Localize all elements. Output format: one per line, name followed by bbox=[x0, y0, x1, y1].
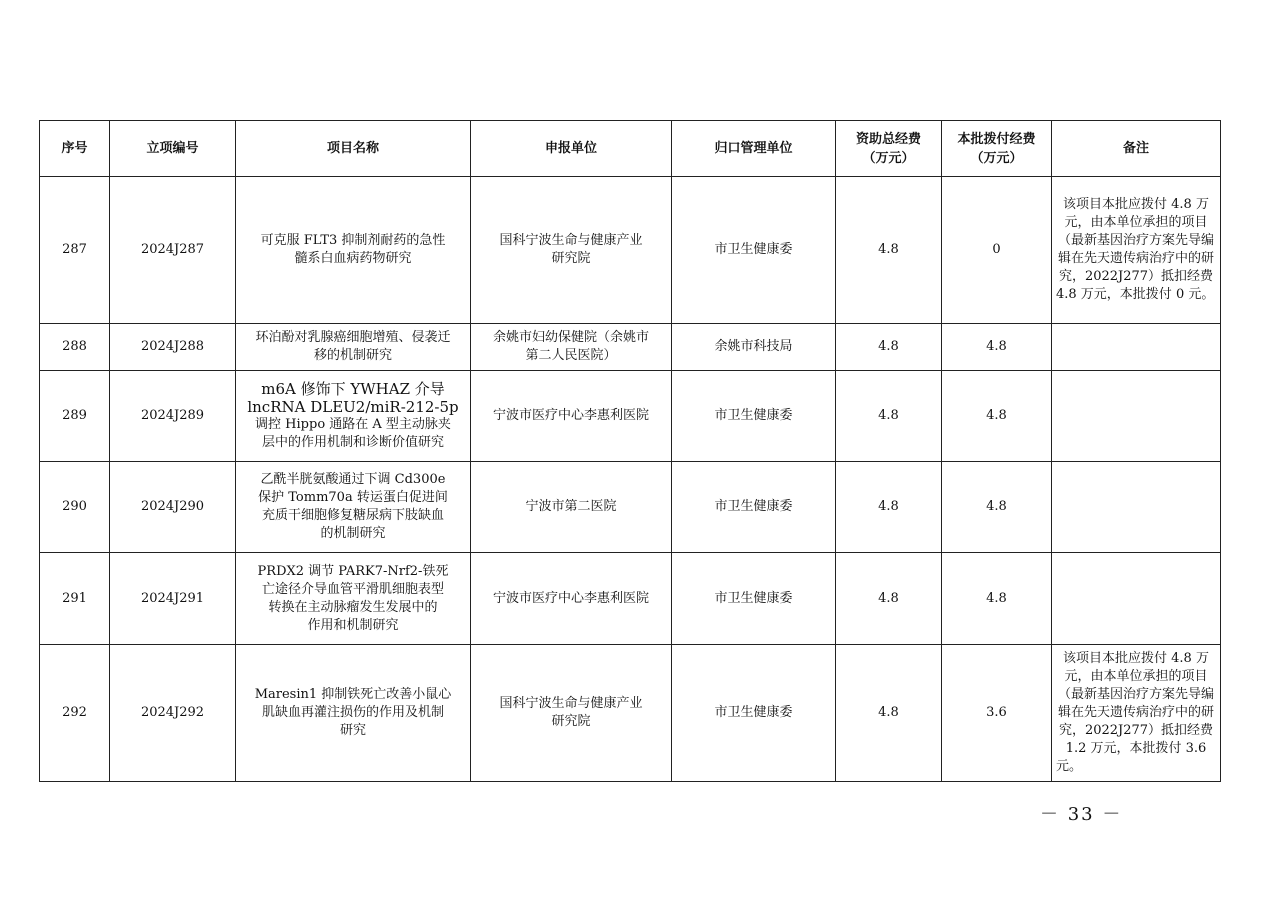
cell-note bbox=[1052, 371, 1221, 462]
name-line: Maresin1 抑制铁死亡改善小鼠心 bbox=[254, 687, 452, 702]
table-row bbox=[40, 324, 1221, 371]
cell-seq: 292 bbox=[40, 645, 110, 782]
cell-project-name bbox=[236, 553, 471, 645]
cell-note: 该项目本批应拨付 4.8 万元，由本单位承担的项目（最新基因治疗方案先导编辑在先天遗传病治疗中的研究，2022J277）抵扣经费 1.2 万元，本批拨付 3.6 元。 bbox=[1052, 645, 1221, 782]
cell-applicant-unit bbox=[471, 462, 672, 553]
cell-seq: 289 bbox=[40, 371, 110, 462]
name-line: PRDX2 调节 PARK7-Nrf2-铁死 bbox=[257, 563, 449, 579]
cell-note bbox=[1052, 553, 1221, 645]
name-line: 乙酰半胱氨酸通过下调 Cd300e bbox=[260, 472, 446, 487]
name-line: 可克服 FLT3 抑制剂耐药的急性 bbox=[260, 233, 446, 248]
unit-line: 宁波市医疗中心李惠利医院 bbox=[492, 590, 649, 606]
cell-mgmt-unit: 市卫生健康委 bbox=[672, 177, 836, 324]
cell-applicant-unit bbox=[471, 553, 672, 645]
unit-line: 国科宁波生命与健康产业 bbox=[499, 233, 643, 248]
name-line: 亡途径介导血管平滑肌细胞表型 bbox=[261, 581, 444, 597]
cell-batch-funding: 4.8 bbox=[942, 371, 1052, 462]
name-line: 调控 Hippo 通路在 A 型主动脉夹 bbox=[255, 417, 451, 432]
unit-line: 国科宁波生命与健康产业 bbox=[499, 696, 643, 711]
table-row bbox=[40, 553, 1221, 645]
cell-code: 2024J290 bbox=[110, 462, 236, 553]
cell-note bbox=[1052, 324, 1221, 371]
header-total-line1: 资助总经费 bbox=[855, 131, 921, 147]
cell-batch-funding: 3.6 bbox=[942, 645, 1052, 782]
cell-mgmt-unit: 余姚市科技局 bbox=[672, 324, 836, 371]
unit-line: 宁波市医疗中心李惠利医院 bbox=[492, 408, 649, 423]
cell-total-funding: 4.8 bbox=[836, 371, 942, 462]
header-batch bbox=[942, 121, 1052, 177]
unit-line: 研究院 bbox=[551, 714, 591, 729]
cell-project-name bbox=[236, 371, 471, 462]
cell-mgmt-unit: 市卫生健康委 bbox=[672, 462, 836, 553]
unit-line: 研究院 bbox=[551, 251, 591, 266]
cell-mgmt-unit: 市卫生健康委 bbox=[672, 645, 836, 782]
name-line: 髓系白血病药物研究 bbox=[294, 251, 412, 266]
cell-total-funding: 4.8 bbox=[836, 553, 942, 645]
cell-batch-funding: 4.8 bbox=[942, 553, 1052, 645]
header-batch-line2: （万元） bbox=[970, 150, 1023, 166]
header-code: 立项编号 bbox=[110, 121, 236, 177]
name-line: 充质干细胞修复糖尿病下肢缺血 bbox=[261, 508, 444, 523]
name-line: 层中的作用机制和诊断价值研究 bbox=[261, 435, 444, 450]
header-mgmt: 归口管理单位 bbox=[672, 121, 836, 177]
cell-mgmt-unit: 市卫生健康委 bbox=[672, 371, 836, 462]
name-line: m6A 修饰下 YWHAZ 介导 bbox=[261, 380, 445, 398]
cell-seq: 287 bbox=[40, 177, 110, 324]
cell-seq: 290 bbox=[40, 462, 110, 553]
table-row bbox=[40, 371, 1221, 462]
header-unit: 申报单位 bbox=[471, 121, 672, 177]
name-line: 的机制研究 bbox=[320, 526, 386, 541]
cell-project-name bbox=[236, 177, 471, 324]
table-row bbox=[40, 645, 1221, 782]
header-total bbox=[836, 121, 942, 177]
cell-applicant-unit bbox=[471, 645, 672, 782]
header-row bbox=[40, 121, 1221, 177]
header-batch-line1: 本批拨付经费 bbox=[957, 131, 1036, 147]
cell-applicant-unit bbox=[471, 324, 672, 371]
cell-note bbox=[1052, 462, 1221, 553]
name-line: 移的机制研究 bbox=[313, 348, 392, 363]
cell-total-funding: 4.8 bbox=[836, 645, 942, 782]
cell-project-name bbox=[236, 462, 471, 553]
cell-code: 2024J292 bbox=[110, 645, 236, 782]
cell-total-funding: 4.8 bbox=[836, 324, 942, 371]
name-line: 转换在主动脉瘤发生发展中的 bbox=[268, 599, 438, 615]
table-row bbox=[40, 177, 1221, 324]
name-line: 作用和机制研究 bbox=[307, 617, 399, 633]
cell-code: 2024J288 bbox=[110, 324, 236, 371]
cell-batch-funding: 4.8 bbox=[942, 462, 1052, 553]
cell-note: 该项目本批应拨付 4.8 万元，由本单位承担的项目（最新基因治疗方案先导编辑在先天遗传病治疗中的研究，2022J277）抵扣经费 4.8 万元，本批拨付 0 元。 bbox=[1052, 177, 1221, 324]
header-seq: 序号 bbox=[40, 121, 110, 177]
header-name: 项目名称 bbox=[236, 121, 471, 177]
cell-project-name bbox=[236, 645, 471, 782]
name-line: 肌缺血再灌注损伤的作用及机制 bbox=[261, 705, 444, 720]
name-line: 保护 Tomm70a 转运蛋白促进间 bbox=[258, 490, 448, 505]
name-line: 环泊酚对乳腺癌细胞增殖、侵袭迁 bbox=[255, 330, 451, 345]
cell-batch-funding: 4.8 bbox=[942, 324, 1052, 371]
cell-seq: 288 bbox=[40, 324, 110, 371]
cell-project-name bbox=[236, 324, 471, 371]
cell-seq: 291 bbox=[40, 553, 110, 645]
header-total-line2: （万元） bbox=[862, 150, 915, 166]
unit-line: 第二人民医院） bbox=[525, 348, 617, 363]
name-line: 研究 bbox=[339, 723, 366, 738]
table-row bbox=[40, 462, 1221, 553]
name-line: lncRNA DLEU2/miR-212-5p bbox=[247, 398, 459, 416]
cell-total-funding: 4.8 bbox=[836, 177, 942, 324]
page-number: － 33 － bbox=[1040, 804, 1123, 825]
funding-table bbox=[39, 120, 1221, 782]
cell-applicant-unit bbox=[471, 177, 672, 324]
unit-line: 宁波市第二医院 bbox=[525, 499, 617, 514]
cell-batch-funding: 0 bbox=[942, 177, 1052, 324]
cell-applicant-unit bbox=[471, 371, 672, 462]
header-note: 备注 bbox=[1052, 121, 1221, 177]
cell-total-funding: 4.8 bbox=[836, 462, 942, 553]
cell-code: 2024J289 bbox=[110, 371, 236, 462]
cell-mgmt-unit: 市卫生健康委 bbox=[672, 553, 836, 645]
cell-code: 2024J291 bbox=[110, 553, 236, 645]
cell-code: 2024J287 bbox=[110, 177, 236, 324]
unit-line: 余姚市妇幼保健院（余姚市 bbox=[492, 330, 649, 345]
